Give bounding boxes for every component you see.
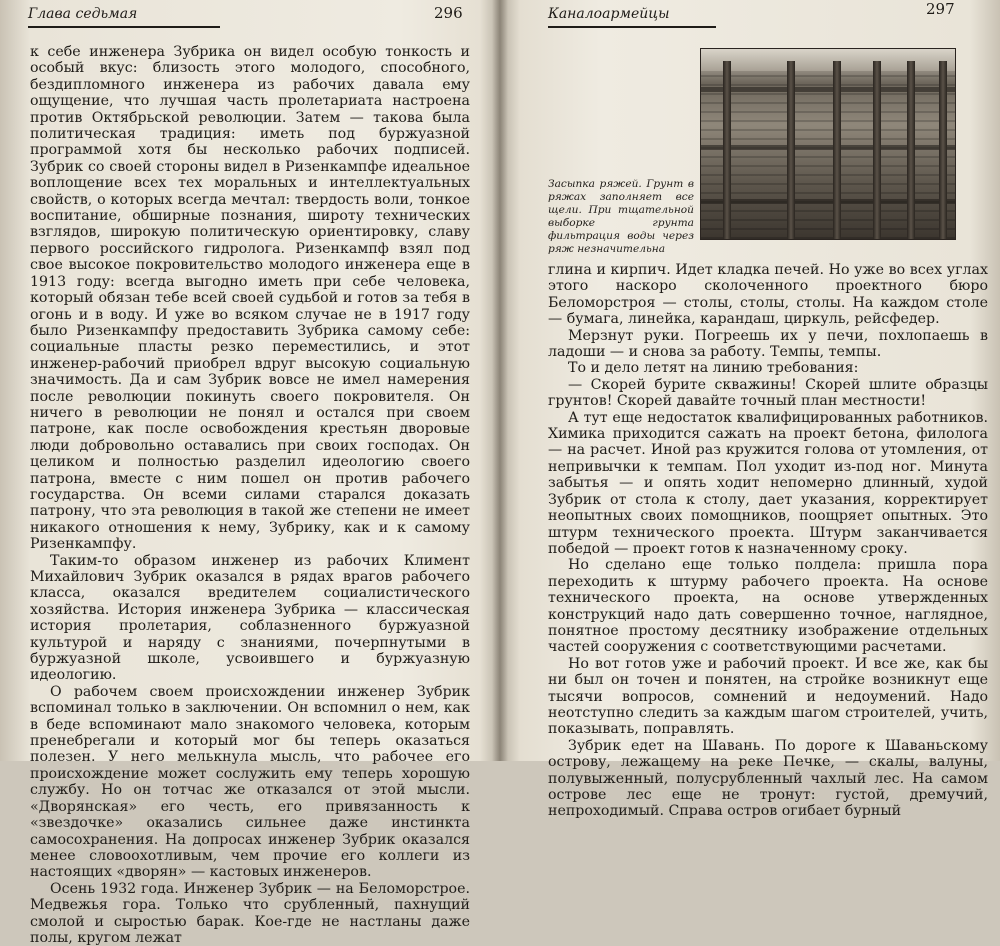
- paragraph: То и дело летят на линию требования:: [568, 360, 859, 377]
- left-body-text: [30, 44, 470, 946]
- header-rule: [28, 26, 220, 28]
- photo-post: [723, 61, 731, 239]
- paragraph: глина и кирпич. Идет кладка печей. Но уже во всех углах этого наскоро сколоченного проектного бюро Беломорстроя — столы, столы, столы. На каждом столе — бумага, линейка, карандаш, циркуль, рейсфедер.: [548, 262, 988, 328]
- right-body-text: [548, 262, 988, 820]
- photo-beam: [701, 199, 955, 204]
- paragraph: Мерзнут руки. Погреешь их у печи, похлопаешь в ладоши — и снова за работу. Темпы, темпы.: [548, 327, 988, 361]
- photo-beam: [701, 145, 955, 150]
- paragraph: Таким-то образом инженер из рабочих Климент Михайлович Зубрик оказался в рядах врагов рабочего класса, оказался вредителем социалистического хозяйства. История инженера Зубрика — классическая история пролетария, соблазненного буржуазной культурой и наряду с знаниями, почерпнутыми в буржуазной школе, усвоившего и буржуазную идеологию.: [30, 552, 470, 684]
- photo-post: [907, 61, 915, 239]
- paragraph: Но сделано еще только полдела: пришла пора переходить к штурму рабочего проекта. На основе технического проекта, на основе утвержденных конструкций надо дать совершенно точное, наглядное, понятное простому десятнику изображение отдельных частей сооружения с соответствующими расчетами.: [548, 557, 988, 656]
- figure-caption: Засыпка ряжей. Грунт в ряжах заполняет все щели. При тщательной выборке грунта фильтрация воды через ряж незначительна: [548, 178, 694, 255]
- photo-post: [873, 61, 881, 239]
- photo-beam: [701, 87, 955, 92]
- page-number-right: 297: [926, 0, 955, 18]
- photo-post: [833, 61, 841, 239]
- header-rule: [548, 26, 716, 28]
- paragraph: Осень 1932 года. Инженер Зубрик — на Беломорстрое. Медвежья гора. Только что срубленный, пахнущий смолой и сыростью барак. Кое-где не настланы даже полы, кругом лежат: [30, 880, 470, 946]
- photo-sky: [701, 49, 955, 71]
- photo-post: [787, 61, 795, 239]
- paragraph: Но вот готов уже и рабочий проект. И все же, как бы ни был он точен и понятен, на стройке возникнут еще тысячи вопросов, сомнений и недоумений. Надо неотступно следить за каждым шагом строителей, учить, показывать, поправлять.: [548, 655, 988, 738]
- paragraph: к себе инженера Зубрика он видел особую тонкость и особый вкус: близость этого молодого, способного, бездипломного инженера из рабочих давала ему ощущение, что лучшая часть пролетариата настроена против Октябрьской революции. Затем — такова была политическая традиция: иметь под буржуазной программой хотя бы несколько рабочих подписей. Зубрик со своей стороны видел в Ризенкампфе идеальное воплощение всех тех моральных и интеллектуальных свойств, о которых всегда мечтал: твердость воли, тонкое воспитание, обширные познания, широту технических взглядов, широкую политическую ориентировку, славу первого российского гидролога. Ризенкампф взял под свое высокое покровительство молодого инженера еще в 1913 году: всегда выгодно иметь при себе человека, который обязан тебе всей своей судьбой и готов за тебя в огонь и в воду. И уже во всяком случае не в 1917 году было Ризенкампфу предоставить Зубрика самому себе: социальные пласты резко переместились, и этот инженер-рабочий приобрел вдруг высокую социальную значимость. Да и сам Зубрик вовсе не имел намерения после революции покинуть своего покровителя. Он ничего в революции не понял и остался при своем патроне, как после освобождения крестьян дворовые люди добровольно оставались при своих господах. Он целиком и полностью разделил идеологию своего патрона, вместе с ним пошел он против рабочего государства. Он всеми силами старался доказать патрону, что эта революция в такой же степени не имеет никакого отношения к нему, Зубрику, как и к самому Ризенкампфу.: [30, 44, 470, 553]
- page-number-left: 296: [434, 4, 463, 22]
- paragraph: О рабочем своем происхождении инженер Зубрик вспоминал только в заключении. Он вспомнил о нем, как в беде вспоминают мало знакомого человека, которым пренебрегали и который мог бы теперь оказаться полезен. У него мелькнула мысль, что рабочее его происхождение может сослужить ему теперь хорошую службу. Но он тотчас же отказался от этой мысли. «Дворянская» его честь, его привязанность к «звездочке» оказались сильнее даже инстинкта самосохранения. На допросах инженер Зубрик оказался менее словоохотливым, чем прочие его коллеги из настоящих «дворян» — кастовых инженеров.: [30, 683, 470, 881]
- paragraph: — Скорей бурите скважины! Скорей шлите образцы грунтов! Скорей давайте точный план местности!: [548, 376, 988, 410]
- chapter-title: Глава седьмая: [28, 6, 138, 22]
- left-page: [0, 0, 498, 946]
- right-running-head: [548, 0, 998, 28]
- left-running-head: [28, 4, 468, 28]
- paragraph: А тут еще недостаток квалифицированных работников. Химика приходится сажать на проект бетона, филолога — на расчет. Иной раз кружится голова от утомления, от непривычки к темпам. Пол уходит из-под ног. Минута забытья — и опять ходит непомерно длинный, худой Зубрик от стола к столу, дает указания, корректирует неопытных своих помощников, поощряет опытных. Это штурм технического проекта. Штурм заканчивается победой — проект готов к назначенному сроку.: [548, 409, 988, 557]
- section-title: Каналоармейцы: [548, 6, 670, 22]
- photo-post: [939, 61, 947, 239]
- right-page: [502, 0, 1000, 820]
- paragraph: Зубрик едет на Шавань. По дороге к Шаваньскому острову, лежащему на реке Печке, — скалы, валуны, полувыженный, полусрубленный чахлый лес. На самом острове лес еще не тронут: густой, дремучий, непроходимый. Справа остров огибает бурный: [548, 737, 988, 820]
- cribwork-photo: [700, 48, 956, 240]
